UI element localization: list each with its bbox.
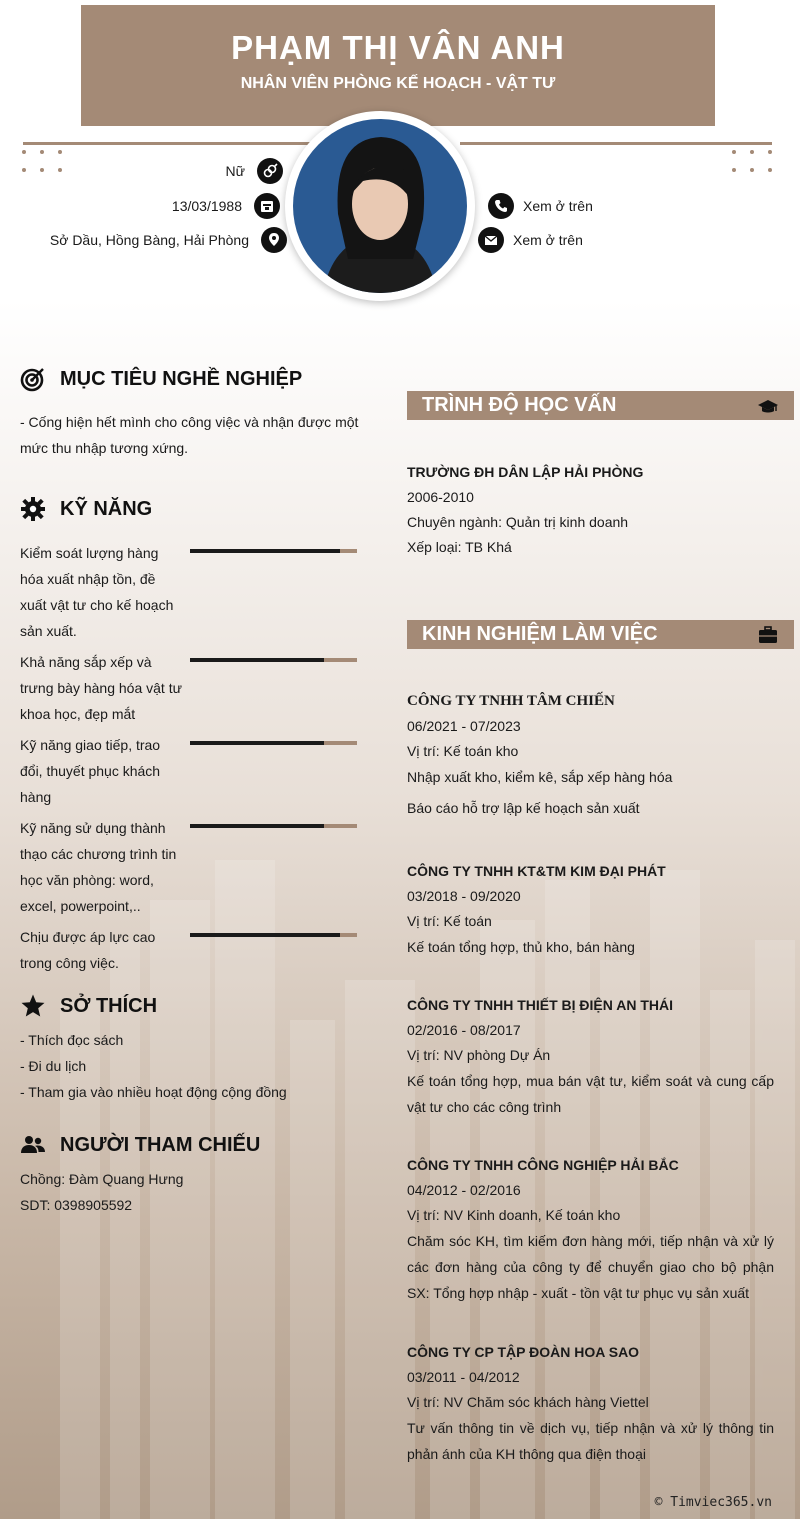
gear-icon xyxy=(20,496,46,522)
objective-title: MỤC TIÊU NGHỀ NGHIỆP xyxy=(60,367,303,390)
skill-item xyxy=(20,540,360,644)
profile-photo xyxy=(285,111,475,301)
skill-item xyxy=(20,732,360,810)
birthdate-row xyxy=(60,193,280,219)
reference-item: SDT: 0398905592 xyxy=(20,1197,133,1213)
address-row xyxy=(40,227,287,253)
gender-row xyxy=(100,158,283,184)
job-entry xyxy=(407,859,774,960)
education-title: TRÌNH ĐỘ HỌC VẤN xyxy=(422,394,617,416)
birthdate-value: 13/03/1988 xyxy=(171,198,242,214)
references-title: NGƯỜI THAM CHIẾU xyxy=(60,1133,261,1156)
hobby-item: - Đi du lịch xyxy=(20,1058,87,1074)
skill-bar-fill xyxy=(190,658,324,662)
gender-value: Nữ xyxy=(225,163,245,179)
experience-title: KINH NGHIỆM LÀM VIỆC xyxy=(422,623,658,645)
divider-left xyxy=(23,142,323,145)
job-entry xyxy=(407,1153,774,1306)
job-position: Vị trí: NV Chăm sóc khách hàng Viettel xyxy=(407,1394,649,1410)
users-icon xyxy=(20,1132,46,1158)
job-period: 03/2018 - 09/2020 xyxy=(407,888,521,904)
hobby-item: - Thích đọc sách xyxy=(20,1032,124,1048)
education-band xyxy=(407,391,794,420)
skill-bar xyxy=(190,933,357,937)
footer-credit: © Timviec365.vn xyxy=(654,1495,772,1510)
education-entry xyxy=(407,460,774,560)
phone-row xyxy=(488,193,688,219)
experience-band xyxy=(407,620,794,649)
header-banner xyxy=(81,5,715,126)
skill-bar xyxy=(190,549,357,553)
skill-item xyxy=(20,649,360,727)
phone-icon xyxy=(488,193,514,219)
job-company: CÔNG TY TNHH TÂM CHIẾN xyxy=(407,693,615,709)
briefcase-icon xyxy=(758,625,778,645)
hobbies-heading xyxy=(20,993,157,1019)
job-period: 06/2021 - 07/2023 xyxy=(407,718,521,734)
candidate-name: PHẠM THỊ VÂN ANH xyxy=(231,29,565,66)
job-entry xyxy=(407,993,774,1120)
skills-heading xyxy=(20,496,152,522)
skill-bar-fill xyxy=(190,741,324,745)
skill-label: Kỹ năng sử dụng thành thạo các chương trình tin học văn phòng: word, excel, powerpoint,.. xyxy=(20,820,177,914)
job-position: Vị trí: Kế toán xyxy=(407,913,492,929)
skill-label: Chịu được áp lực cao trong công việc. xyxy=(20,929,156,971)
star-icon xyxy=(20,993,46,1019)
job-entry xyxy=(407,689,774,821)
objective-text: - Cống hiện hết mình cho công việc và nhận được một mức thu nhập tương xứng. xyxy=(20,414,359,456)
job-company: CÔNG TY TNHH KT&TM KIM ĐẠI PHÁT xyxy=(407,863,666,879)
hobbies-title: SỞ THÍCH xyxy=(60,994,158,1017)
objective-heading xyxy=(20,366,302,392)
skill-bar xyxy=(190,741,357,745)
gender-icon xyxy=(257,158,283,184)
hobby-item: - Tham gia vào nhiều hoạt động cộng đồng xyxy=(20,1084,287,1100)
education-period: 2006-2010 xyxy=(407,489,474,505)
job-description: Chăm sóc KH, tìm kiếm đơn hàng mới, tiếp nhận và xử lý các đơn hàng của công ty để chuyển giao cho bộ phận SX: Tổng hợp nhập - xuất - tồn vật tư phục vụ sản xuất xyxy=(407,1233,774,1301)
reference-item: Chồng: Đàm Quang Hưng xyxy=(20,1171,184,1187)
job-position: Vị trí: NV phòng Dự Án xyxy=(407,1047,551,1063)
email-icon xyxy=(478,227,504,253)
phone-value: Xem ở trên xyxy=(523,198,593,214)
address-value: Sở Dầu, Hồng Bàng, Hải Phòng xyxy=(49,232,249,248)
reference-list xyxy=(20,1166,365,1218)
skill-bar xyxy=(190,658,357,662)
education-major: Chuyên ngành: Quản trị kinh doanh xyxy=(407,514,629,530)
job-company: CÔNG TY TNHH THIẾT BỊ ĐIỆN AN THÁI xyxy=(407,997,673,1013)
location-icon xyxy=(261,227,287,253)
job-title: NHÂN VIÊN PHÒNG KẾ HOẠCH - VẬT TƯ xyxy=(240,75,556,92)
job-position: Vị trí: Kế toán kho xyxy=(407,743,519,759)
job-description: Nhập xuất kho, kiểm kê, sắp xếp hàng hóa xyxy=(407,769,673,785)
job-company: CÔNG TY CP TẬP ĐOÀN HOA SAO xyxy=(407,1344,640,1360)
job-period: 03/2011 - 04/2012 xyxy=(407,1369,520,1385)
skill-item xyxy=(20,815,360,919)
email-value: Xem ở trên xyxy=(513,232,583,248)
decor-dots-left xyxy=(22,150,64,180)
skill-label: Kiểm soát lượng hàng hóa xuất nhập tồn, đề xuất vật tư cho kế hoạch sản xuất. xyxy=(20,545,174,639)
decor-dots-right xyxy=(732,150,774,180)
skill-label: Kỹ năng giao tiếp, trao đổi, thuyết phục khách hàng xyxy=(20,737,161,805)
avatar-portrait xyxy=(293,119,467,293)
divider-right xyxy=(460,142,772,145)
job-description: Kế toán tổng hợp, mua bán vật tư, kiểm soát và cung cấp vật tư cho các công trình xyxy=(407,1073,774,1115)
job-period: 04/2012 - 02/2016 xyxy=(407,1182,521,1198)
references-heading xyxy=(20,1132,260,1158)
job-position: Vị trí: NV Kinh doanh, Kế toán kho xyxy=(407,1207,621,1223)
job-description: Báo cáo hỗ trợ lập kế hoạch sản xuất xyxy=(407,800,640,816)
skill-bar-fill xyxy=(190,824,324,828)
email-row xyxy=(478,227,678,253)
graduation-cap-icon xyxy=(758,396,778,416)
skill-bar-fill xyxy=(190,549,340,553)
school-name: TRƯỜNG ĐH DÂN LẬP HẢI PHÒNG xyxy=(407,464,644,480)
job-entry xyxy=(407,1340,774,1467)
job-period: 02/2016 - 08/2017 xyxy=(407,1022,521,1038)
job-description: Tư vấn thông tin về dịch vụ, tiếp nhận và xử lý thông tin phản ánh của KH thông qua điện thoại xyxy=(407,1420,774,1462)
skill-label: Khả năng sắp xếp và trưng bày hàng hóa vật tư khoa học, đẹp mắt xyxy=(20,654,182,722)
skill-item xyxy=(20,924,360,976)
target-icon xyxy=(20,366,46,392)
skill-bar xyxy=(190,824,357,828)
education-grade: Xếp loại: TB Khá xyxy=(407,539,512,555)
job-company: CÔNG TY TNHH CÔNG NGHIỆP HẢI BẮC xyxy=(407,1157,679,1173)
job-description: Kế toán tổng hợp, thủ kho, bán hàng xyxy=(407,939,635,955)
skill-bar-fill xyxy=(190,933,340,937)
skills-title: KỸ NĂNG xyxy=(60,497,153,520)
hobby-list xyxy=(20,1027,365,1105)
calendar-icon xyxy=(254,193,280,219)
